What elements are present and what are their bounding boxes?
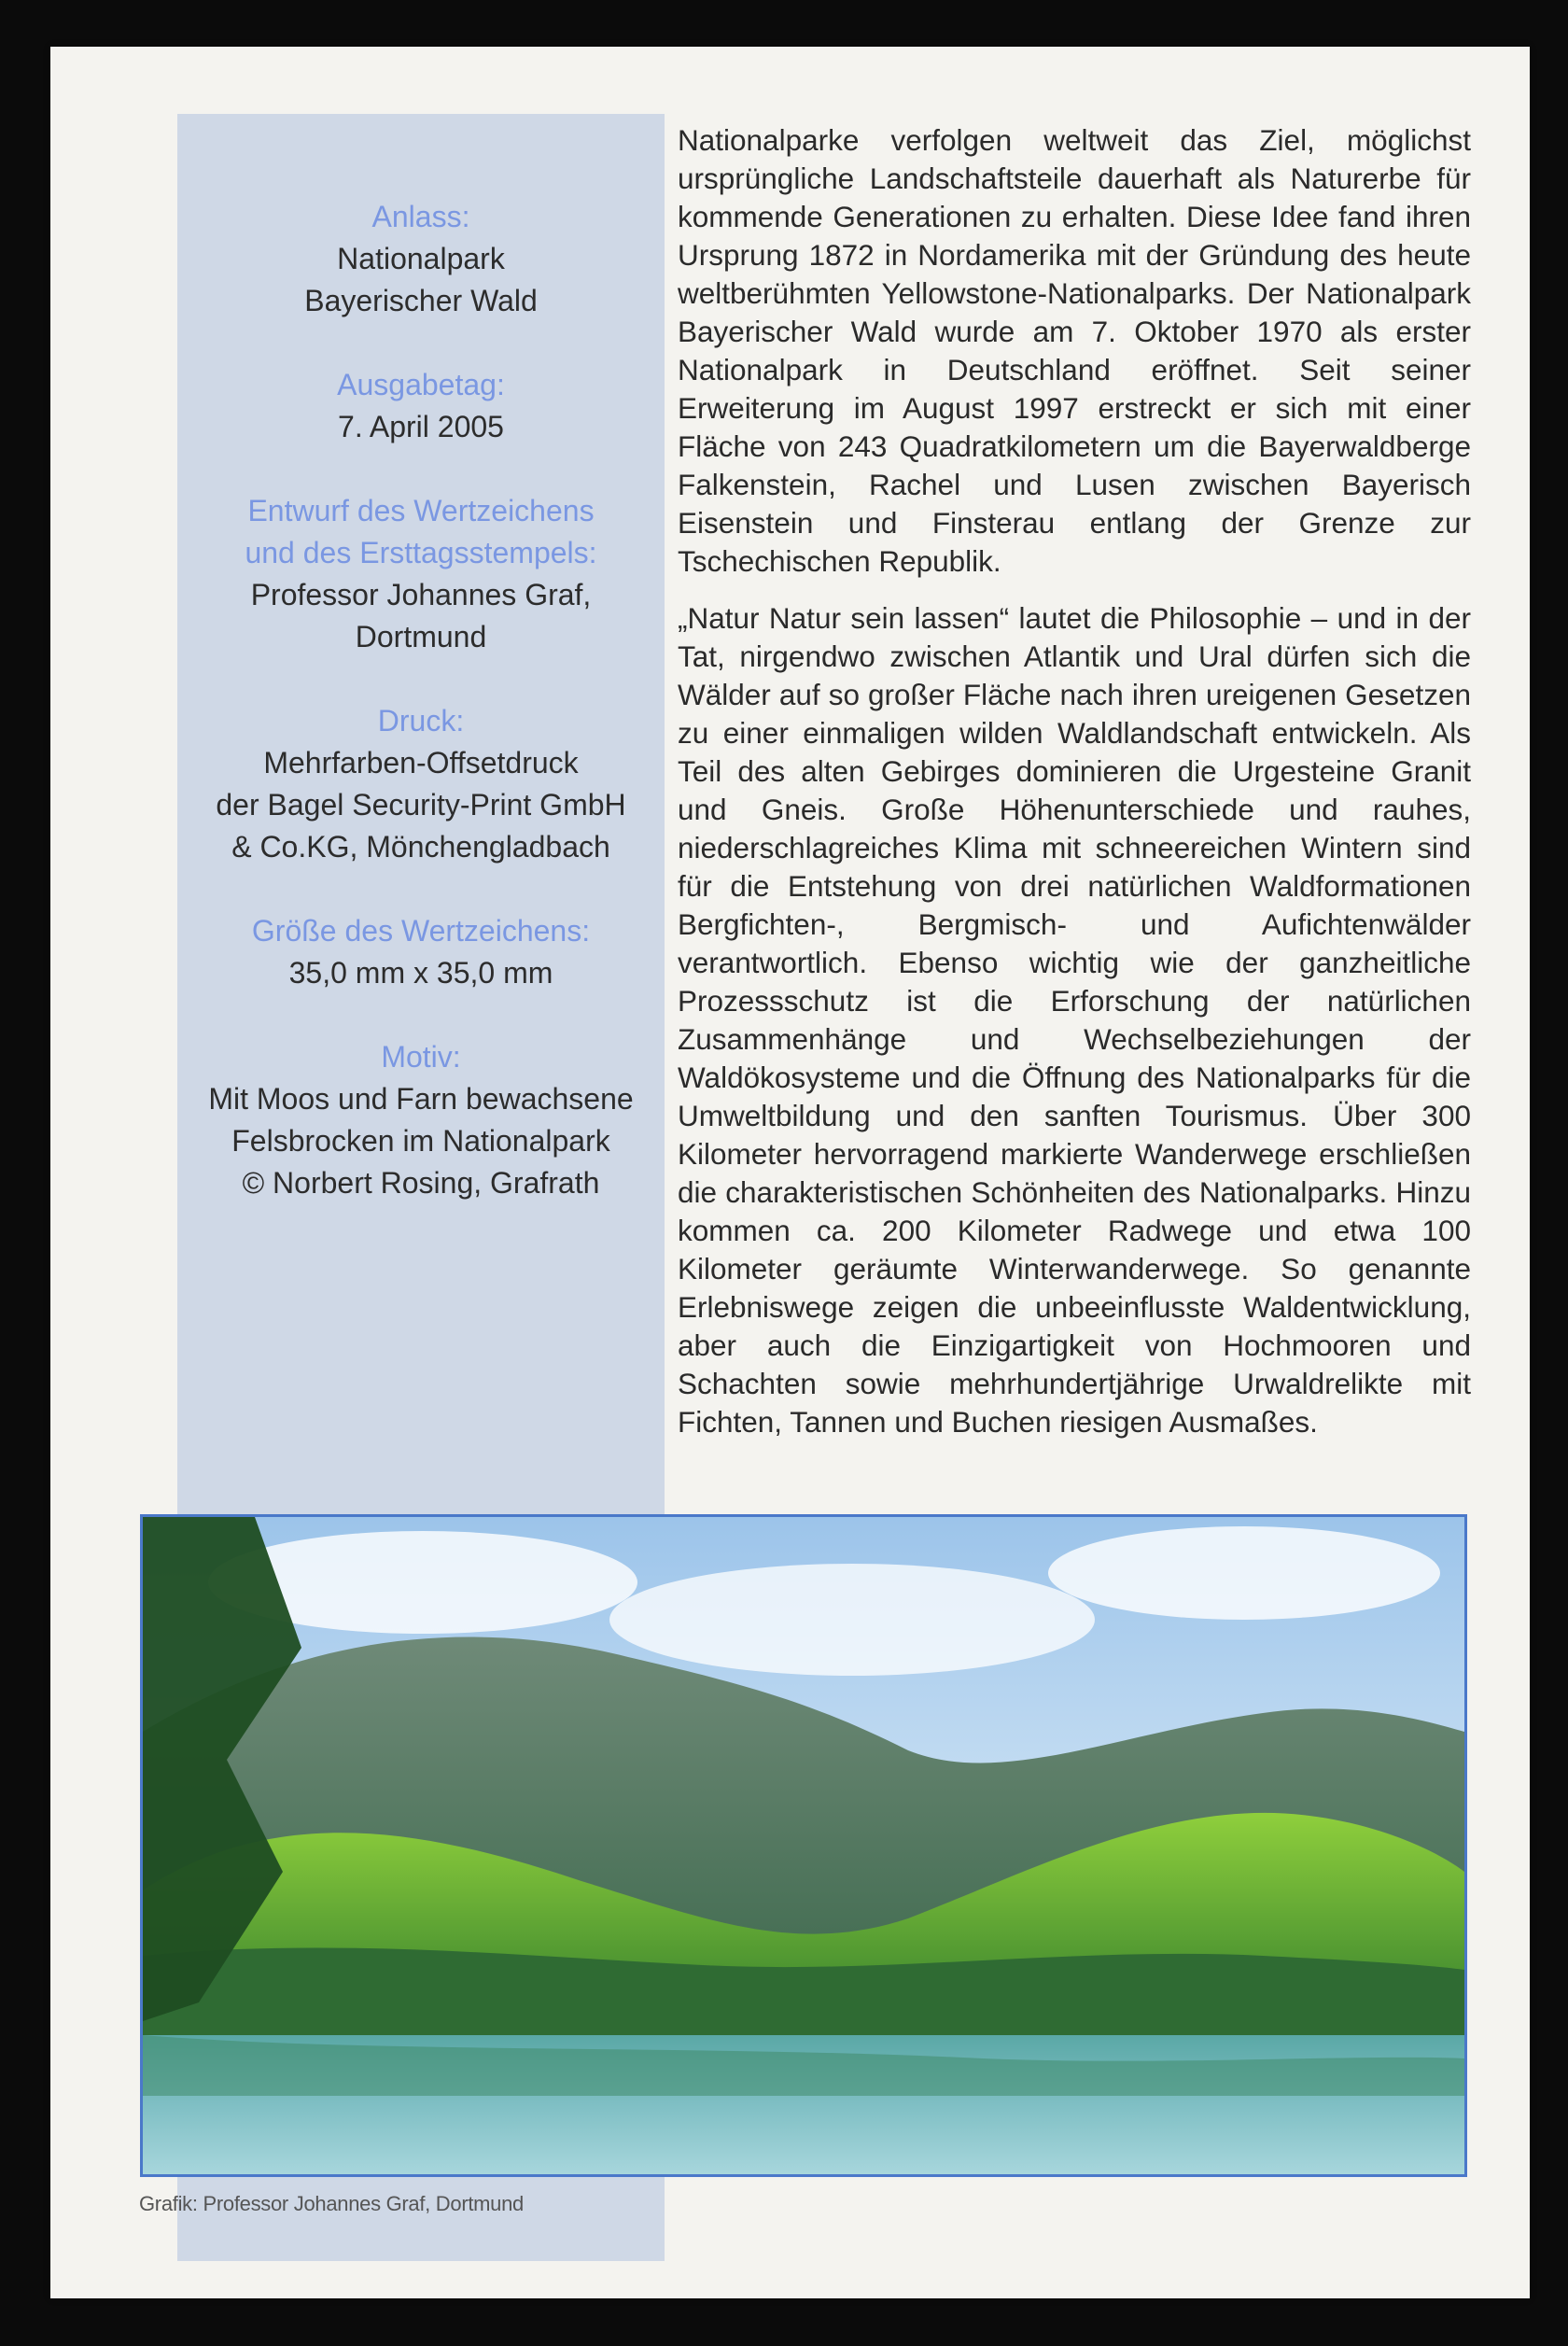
info-label: Druck: bbox=[377, 704, 465, 738]
info-label: und des Ersttagsstempels: bbox=[245, 536, 597, 569]
article-text bbox=[678, 121, 1471, 1460]
info-value: der Bagel Security-Print GmbH bbox=[216, 788, 626, 822]
info-print bbox=[177, 700, 665, 868]
info-size bbox=[177, 910, 665, 994]
info-design bbox=[177, 490, 665, 658]
document-page bbox=[50, 47, 1530, 2298]
landscape-photo bbox=[140, 1514, 1467, 2177]
info-issue-date bbox=[177, 364, 665, 448]
info-label: Entwurf des Wertzeichens bbox=[247, 494, 595, 527]
info-label: Motiv: bbox=[381, 1040, 461, 1074]
image-credit: Grafik: Professor Johannes Graf, Dortmund bbox=[139, 2192, 524, 2215]
info-motif bbox=[177, 1036, 665, 1204]
info-label: Ausgabetag: bbox=[337, 368, 505, 401]
info-label: Anlass: bbox=[371, 200, 470, 233]
info-value: Nationalpark bbox=[337, 242, 505, 275]
issue-info bbox=[177, 196, 665, 1246]
info-label: Größe des Wertzeichens: bbox=[251, 914, 591, 948]
forest-lake-illustration bbox=[143, 1517, 1464, 2174]
article-paragraph: „Natur Natur sein lassen“ lautet die Philosophie – und in der Tat, nirgendwo zwischen Atlantik und Ural dürfen sich die Wälder auf so großer Fläche nach ihren ureigenen Gesetzen zu einer einmaligen wilden Waldlandschaft entwickeln. Als Teil des alten Gebirges dominieren die Urgesteine Granit und Gneis. Große Höhenunterschiede und rauhes, niederschlagreiches Klima mit schneereichen Wintern sind für die Entstehung von drei natürlichen Waldformationen Bergfichten-, Bergmisch- und Aufichtenwälder verantwortlich. Ebenso wichtig wie der ganzheitliche Prozessschutz ist die Erforschung der natürlichen Zusammenhänge und Wechselbeziehungen der Waldökosysteme und die Öffnung des Nationalparks für die Umweltbildung und den sanften Tourismus. Über 300 Kilometer hervorragend markierte Wanderwege erschließen die charakteristischen Schönheiten des Nationalparks. Hinzu kommen ca. 200 Kilometer Radwege und etwa 100 Kilometer geräumte Winterwanderwege. So genannte Erlebniswege zeigen die unbeeinflusste Waldentwicklung, aber auch die Einzigartigkeit von Hochmooren und Schachten sowie mehrhundertjährige Urwaldrelikte mit Fichten, Tannen und Buchen riesigen Ausmaßes. bbox=[678, 601, 1471, 1439]
info-value: Mehrfarben-Offsetdruck bbox=[263, 746, 579, 780]
article-paragraph: Nationalparke verfolgen weltweit das Ziel, möglichst ursprüngliche Landschaftsteile dauerhaft als Naturerbe für kommende Generationen zu erhalten. Diese Idee fand ihren Ursprung 1872 in Nordamerika mit der Gründung des heute weltberühmten Yellowstone-Nationalparks. Der Nationalpark Bayerischer Wald wurde am 7. Oktober 1970 als erster Nationalpark in Deutschland eröffnet. Seit seiner Erweiterung im August 1997 erstreckt er sich mit einer Fläche von 243 Quadratkilometern um die Bayerwaldberge Falkenstein, Rachel und Lusen zwischen Bayerisch Eisenstein und Finsterau entlang der Grenze zur Tschechischen Republik. bbox=[678, 123, 1471, 578]
info-value: & Co.KG, Mönchengladbach bbox=[231, 830, 610, 864]
info-value: Bayerischer Wald bbox=[304, 284, 538, 317]
info-value: © Norbert Rosing, Grafrath bbox=[242, 1166, 600, 1200]
info-value: 35,0 mm x 35,0 mm bbox=[288, 956, 553, 990]
info-value: Mit Moos und Farn bewachsene bbox=[208, 1082, 634, 1116]
info-value: Professor Johannes Graf, bbox=[250, 578, 592, 611]
info-value: Dortmund bbox=[355, 620, 487, 653]
info-value: 7. April 2005 bbox=[338, 410, 504, 443]
info-value: Felsbrocken im Nationalpark bbox=[231, 1124, 610, 1158]
info-occasion bbox=[177, 196, 665, 322]
